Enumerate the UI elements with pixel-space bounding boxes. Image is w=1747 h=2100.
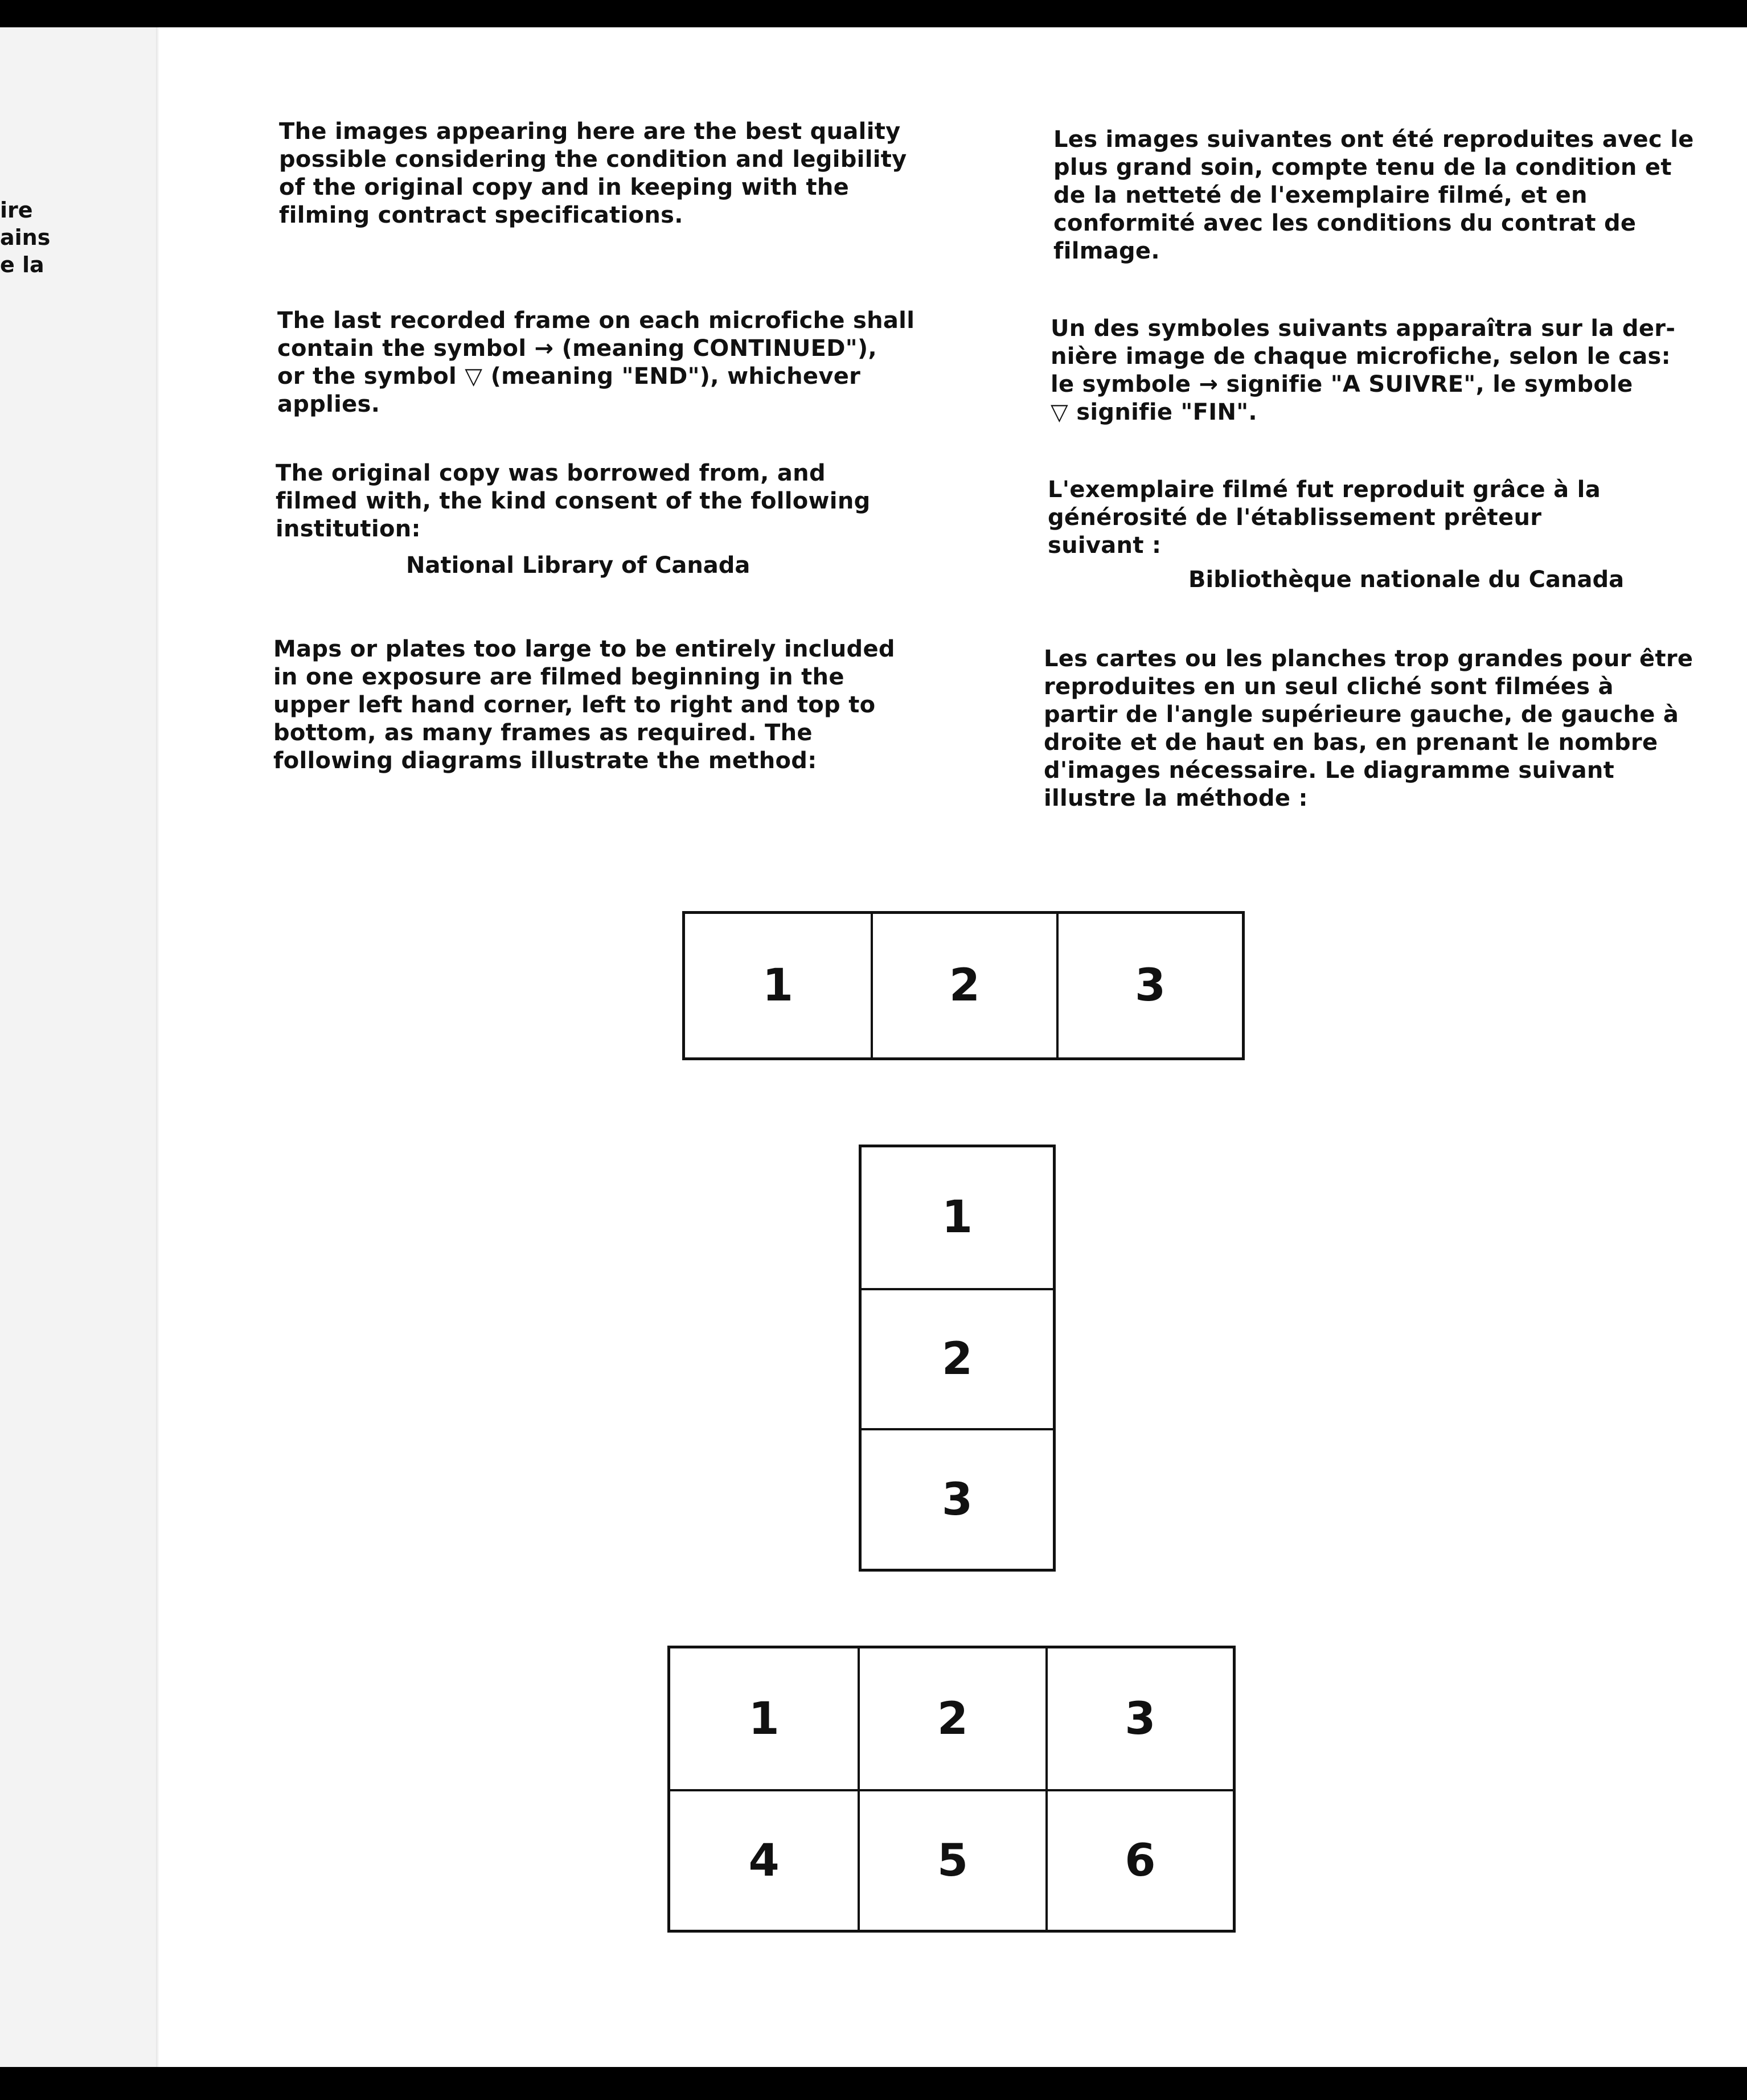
diagram-horizontal-frames	[682, 911, 1245, 1060]
frame-cell: 2	[871, 914, 1056, 1057]
scan-border-top	[0, 0, 1747, 27]
french-institution-paragraph: L'exemplaire filmé fut reproduit grâce à la générosité de l'établissement prêteur suivant :	[1048, 477, 1601, 559]
frame-cell: 3	[862, 1428, 1053, 1569]
left-stub-line-1: ire	[0, 198, 33, 223]
scan-border-bottom	[0, 2067, 1747, 2100]
frame-cell: 2	[862, 1288, 1053, 1429]
frame-cell: 4	[670, 1789, 858, 1930]
frame-cell: 5	[858, 1789, 1045, 1930]
french-quality-paragraph: Les images suivantes ont été reproduites avec le plus grand soin, compte tenu de la condition et de la netteté de l'exemplaire filmé, et en conformité avec les conditions du contrat de filmage.	[1053, 126, 1694, 264]
english-institution-paragraph: The original copy was borrowed from, and filmed with, the kind consent of the following institution:	[276, 460, 871, 542]
diagram-vertical-frames	[859, 1145, 1056, 1572]
french-maps-paragraph: Les cartes ou les planches trop grandes pour être reproduites en un seul cliché sont filmées à partir de l'angle supérieure gauche, de gauche à droite et de haut en bas, en prenant le nombre d'images nécessaire. Le diagramme suivant illustre la méthode :	[1044, 646, 1693, 811]
frame-cell: 1	[748, 1693, 780, 1745]
left-stub-line-3: e la	[0, 252, 44, 277]
left-stub-line-2: ains	[0, 225, 51, 250]
english-maps-paragraph: Maps or plates too large to be entirely included in one exposure are filmed beginning in the upper left hand corner, left to right and top to bottom, as many frames as required. The following diagrams illustrate the method:	[273, 636, 895, 774]
frame-cell: 2	[858, 1648, 1045, 1789]
frame-cell: 1	[762, 960, 794, 1011]
french-symbol-paragraph: Un des symboles suivants apparaîtra sur la der- nière image de chaque microfiche, selon le cas: le symbole → signifie "A SUIVRE", le symbole ▽ signifie "FIN".	[1051, 315, 1676, 425]
english-symbol-paragraph: The last recorded frame on each microfiche shall contain the symbol → (meaning CONTINUED"), or the symbol ▽ (meaning "END"), whichever applies.	[277, 307, 915, 417]
page-fold	[156, 27, 159, 2067]
english-quality-paragraph: The images appearing here are the best quality possible considering the condition and legibility of the original copy and in keeping with the filming contract specifications.	[279, 118, 907, 228]
frame-cell: 3	[1045, 1648, 1233, 1789]
frame-cell: 6	[1045, 1789, 1233, 1930]
english-institution-name: National Library of Canada	[406, 552, 751, 579]
frame-cell: 3	[1056, 914, 1242, 1057]
adjacent-page-strip	[0, 27, 159, 2067]
french-institution-name: Bibliothèque nationale du Canada	[1188, 567, 1625, 593]
frame-cell: 1	[941, 1192, 973, 1244]
diagram-grid-frames	[667, 1646, 1236, 1933]
